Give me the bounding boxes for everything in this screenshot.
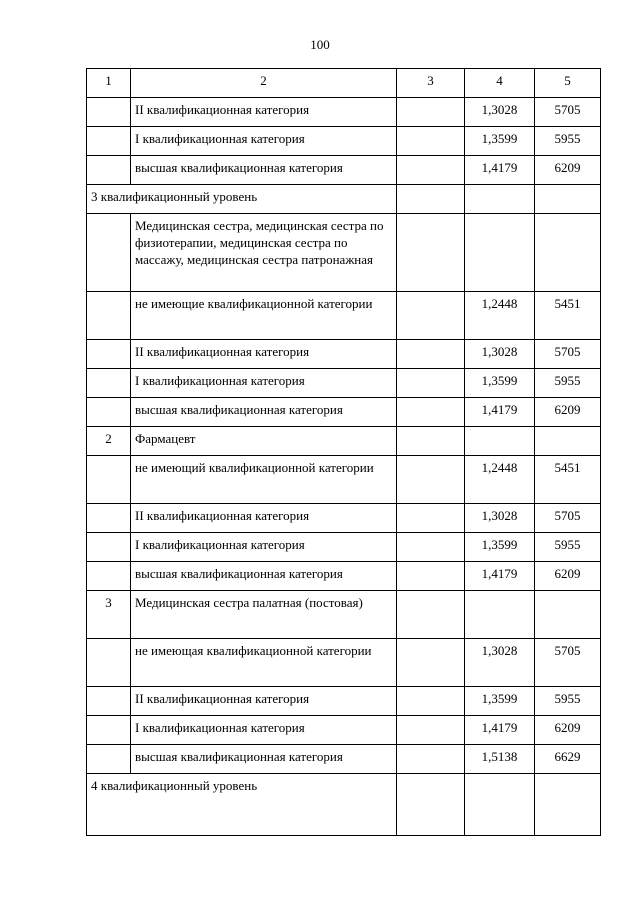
empty-cell bbox=[535, 774, 601, 836]
salary: 5705 bbox=[535, 340, 601, 369]
coefficient: 1,4179 bbox=[465, 398, 535, 427]
position-name: I квалификационная категория bbox=[131, 716, 397, 745]
empty-cell bbox=[397, 156, 465, 185]
empty-cell bbox=[397, 716, 465, 745]
table-row bbox=[87, 716, 601, 745]
row-number bbox=[87, 687, 131, 716]
level-row bbox=[87, 185, 601, 214]
table-row bbox=[87, 340, 601, 369]
salary: 5955 bbox=[535, 687, 601, 716]
salary: 5955 bbox=[535, 127, 601, 156]
salary: 5705 bbox=[535, 98, 601, 127]
row-number bbox=[87, 456, 131, 504]
row-number: 2 bbox=[87, 427, 131, 456]
empty-cell bbox=[397, 98, 465, 127]
salary: 5451 bbox=[535, 292, 601, 340]
coefficient: 1,3599 bbox=[465, 127, 535, 156]
table-row bbox=[87, 745, 601, 774]
level-row bbox=[87, 774, 601, 836]
table-row bbox=[87, 639, 601, 687]
salary: 6629 bbox=[535, 745, 601, 774]
position-name: II квалификационная категория bbox=[131, 98, 397, 127]
empty-cell bbox=[397, 533, 465, 562]
empty-cell bbox=[397, 639, 465, 687]
table-row bbox=[87, 156, 601, 185]
position-name: высшая квалификационная категория bbox=[131, 156, 397, 185]
table-row bbox=[87, 533, 601, 562]
row-number bbox=[87, 292, 131, 340]
empty-cell bbox=[397, 340, 465, 369]
coefficient bbox=[465, 427, 535, 456]
table-row bbox=[87, 427, 601, 456]
table-row bbox=[87, 504, 601, 533]
position-name: не имеющие квалификационной категории bbox=[131, 292, 397, 340]
coefficient: 1,2448 bbox=[465, 456, 535, 504]
empty-cell bbox=[397, 745, 465, 774]
row-number: 3 bbox=[87, 591, 131, 639]
empty-cell bbox=[397, 456, 465, 504]
coefficient: 1,3599 bbox=[465, 687, 535, 716]
empty-cell bbox=[397, 127, 465, 156]
row-number bbox=[87, 562, 131, 591]
qualification-table bbox=[86, 68, 601, 836]
salary bbox=[535, 427, 601, 456]
position-name: высшая квалификационная категория bbox=[131, 398, 397, 427]
table-row bbox=[87, 98, 601, 127]
empty-cell bbox=[465, 185, 535, 214]
coefficient: 1,3028 bbox=[465, 98, 535, 127]
salary bbox=[535, 214, 601, 292]
empty-cell bbox=[397, 427, 465, 456]
salary: 6209 bbox=[535, 716, 601, 745]
empty-cell bbox=[397, 774, 465, 836]
row-number bbox=[87, 745, 131, 774]
empty-cell bbox=[397, 369, 465, 398]
empty-cell bbox=[397, 292, 465, 340]
empty-cell bbox=[535, 185, 601, 214]
position-name: I квалификационная категория bbox=[131, 127, 397, 156]
salary: 6209 bbox=[535, 398, 601, 427]
row-number bbox=[87, 98, 131, 127]
table-row bbox=[87, 687, 601, 716]
row-number bbox=[87, 340, 131, 369]
row-number bbox=[87, 533, 131, 562]
salary: 5705 bbox=[535, 504, 601, 533]
coefficient: 1,3028 bbox=[465, 504, 535, 533]
coefficient: 1,3028 bbox=[465, 340, 535, 369]
table-row bbox=[87, 369, 601, 398]
page-number: 100 bbox=[310, 37, 330, 52]
row-number bbox=[87, 369, 131, 398]
level-title: 4 квалификационный уровень bbox=[87, 774, 397, 836]
position-name: Медицинская сестра палатная (постовая) bbox=[131, 591, 397, 639]
coefficient: 1,4179 bbox=[465, 716, 535, 745]
salary: 6209 bbox=[535, 562, 601, 591]
empty-cell bbox=[397, 591, 465, 639]
coefficient: 1,3599 bbox=[465, 533, 535, 562]
coefficient: 1,4179 bbox=[465, 156, 535, 185]
row-number bbox=[87, 639, 131, 687]
empty-cell bbox=[397, 398, 465, 427]
header-col-5: 5 bbox=[535, 69, 601, 98]
header-col-3: 3 bbox=[397, 69, 465, 98]
coefficient: 1,3028 bbox=[465, 639, 535, 687]
table-row bbox=[87, 456, 601, 504]
coefficient: 1,4179 bbox=[465, 562, 535, 591]
position-name: I квалификационная категория bbox=[131, 533, 397, 562]
table-row bbox=[87, 127, 601, 156]
position-name: Фармацевт bbox=[131, 427, 397, 456]
header-col-1: 1 bbox=[87, 69, 131, 98]
coefficient bbox=[465, 591, 535, 639]
row-number bbox=[87, 504, 131, 533]
position-name: высшая квалификационная категория bbox=[131, 562, 397, 591]
row-number bbox=[87, 398, 131, 427]
position-name: II квалификационная категория bbox=[131, 340, 397, 369]
table-row bbox=[87, 292, 601, 340]
position-name: II квалификационная категория bbox=[131, 504, 397, 533]
table-header-row bbox=[87, 69, 601, 98]
empty-cell bbox=[465, 774, 535, 836]
position-name: не имеющий квалификационной категории bbox=[131, 456, 397, 504]
salary: 6209 bbox=[535, 156, 601, 185]
position-name: I квалификационная категория bbox=[131, 369, 397, 398]
level-title: 3 квалификационный уровень bbox=[87, 185, 397, 214]
empty-cell bbox=[397, 687, 465, 716]
coefficient: 1,5138 bbox=[465, 745, 535, 774]
empty-cell bbox=[397, 562, 465, 591]
empty-cell bbox=[397, 214, 465, 292]
coefficient: 1,2448 bbox=[465, 292, 535, 340]
salary bbox=[535, 591, 601, 639]
header-col-4: 4 bbox=[465, 69, 535, 98]
position-name: II квалификационная категория bbox=[131, 687, 397, 716]
header-col-2: 2 bbox=[131, 69, 397, 98]
row-number bbox=[87, 156, 131, 185]
row-number bbox=[87, 716, 131, 745]
row-number bbox=[87, 127, 131, 156]
salary: 5451 bbox=[535, 456, 601, 504]
salary: 5955 bbox=[535, 369, 601, 398]
salary: 5705 bbox=[535, 639, 601, 687]
position-name: Медицинская сестра, медицинская сестра по физиотерапии, медицинская сестра по массажу, медицинская сестра патронажная bbox=[131, 214, 397, 292]
empty-cell bbox=[397, 185, 465, 214]
table-row bbox=[87, 591, 601, 639]
table-row bbox=[87, 398, 601, 427]
coefficient: 1,3599 bbox=[465, 369, 535, 398]
coefficient bbox=[465, 214, 535, 292]
salary: 5955 bbox=[535, 533, 601, 562]
position-name: высшая квалификационная категория bbox=[131, 745, 397, 774]
position-name: не имеющая квалификационной категории bbox=[131, 639, 397, 687]
table-row bbox=[87, 562, 601, 591]
empty-cell bbox=[397, 504, 465, 533]
row-number bbox=[87, 214, 131, 292]
table-row bbox=[87, 214, 601, 292]
